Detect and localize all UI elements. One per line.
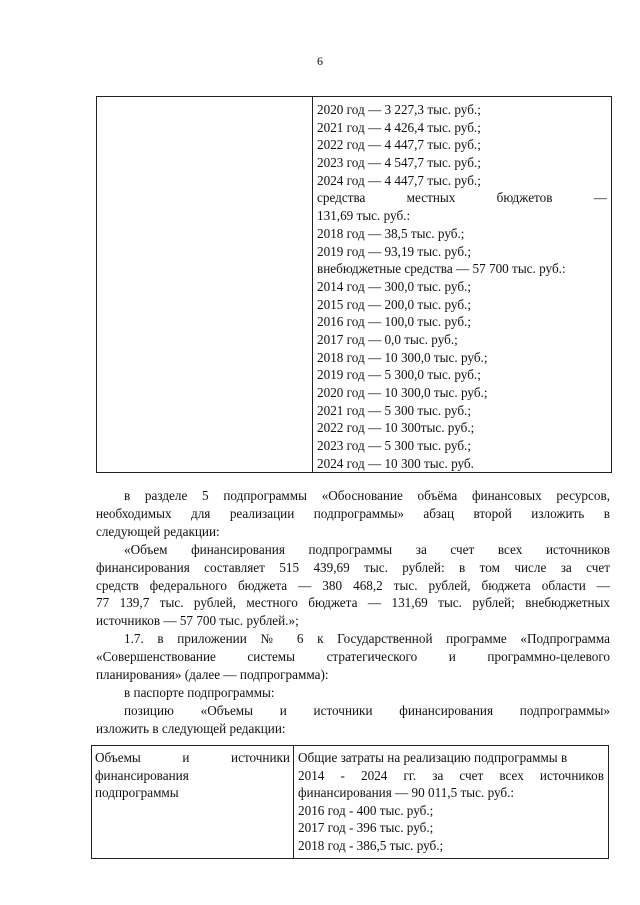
funding-line: 2022 год — 10 300тыс. руб.; — [317, 420, 475, 436]
funding-table-new — [91, 745, 609, 859]
funding-line: 2014 год — 300,0 тыс. руб.; — [317, 278, 472, 294]
funding-line: 2020 год — 3 227,3 тыс. руб.; — [317, 102, 481, 117]
page-number: 6 — [317, 54, 323, 68]
paragraph-quote: «Объем финансирования подпрограммы за счет всех источников финансирования составляет 515 439,69 тыс. рублей: в том числе за счет средств федерального бюджета — 380 468,2 тыс. рублей, бюджета области — 77 139,7 тыс. рублей, местного бюджета — 131,69 тыс. рублей; внебюджетных источников — 57 700 тыс. рублей.»; — [96, 542, 610, 629]
funding-line: 2020 год — 10 300,0 тыс. руб.; — [317, 385, 488, 400]
funding-line: 2016 год — 100,0 тыс. руб.; — [317, 314, 472, 330]
funding-line: 2022 год — 4 447,7 тыс. руб.; — [317, 137, 481, 153]
funding-line: 2021 год — 4 426,4 тыс. руб.; — [317, 119, 481, 135]
funding-line: 2017 год — 0,0 тыс. руб.; — [317, 331, 458, 347]
paragraph-appendix6: 1.7. в приложении № 6 к Государственной программе «Подпрограмма «Совершенствование системы стратегического и программно-целевого планирования» (далее — подпрограмма): — [96, 631, 610, 682]
funding-line: 2019 год — 93,19 тыс. руб.; — [317, 243, 472, 259]
funding-line: 2019 год — 5 300,0 тыс. руб.; — [317, 367, 481, 383]
funding-line: внебюджетные средства — 57 700 тыс. руб.: — [317, 261, 566, 277]
paragraph-section5: в разделе 5 подпрограммы «Обоснование объёма финансовых ресурсов, необходимых для реализации подпрограммы» абзац второй изложить в следующей редакции: — [96, 488, 610, 539]
funding-line: средства местных бюджетов — — [317, 190, 607, 206]
table-right-cell: Общие затраты на реализацию подпрограммы в 2014 - 2024 гг. за счет всех источников финансирования — 90 011,5 тыс. руб.: 2016 год - 400 тыс. руб.; 2017 год - 396 тыс. руб.; 2018 год - 386,5 тыс. руб.; — [294, 746, 609, 859]
funding-line: 2023 год — 4 547,7 тыс. руб.; — [317, 155, 481, 171]
funding-line: 2015 год — 200,0 тыс. руб.; — [317, 296, 472, 312]
table-left-cell: Объемы и источники финансирования подпрограммы — [92, 746, 294, 859]
paragraph-position: позицию «Объемы и источники финансирования подпрограммы» изложить в следующей редакции: — [96, 703, 610, 736]
paragraph-passport: в паспорте подпрограммы: — [124, 685, 275, 700]
funding-table-continued — [96, 96, 612, 473]
funding-line: 2018 год — 10 300,0 тыс. руб.; — [317, 349, 488, 365]
funding-line: 2021 год — 5 300 тыс. руб.; — [317, 402, 472, 418]
funding-line: 2024 год — 4 447,7 тыс. руб.; — [317, 172, 481, 188]
funding-line: 2018 год — 38,5 тыс. руб.; — [317, 225, 465, 241]
funding-line: 2023 год — 5 300 тыс. руб.; — [317, 438, 472, 454]
funding-line: 2024 год — 10 300 тыс. руб. — [317, 455, 474, 471]
table-right-cell — [313, 97, 612, 473]
funding-line: 131,69 тыс. руб.: — [317, 208, 411, 224]
table-left-cell-empty — [97, 97, 313, 473]
